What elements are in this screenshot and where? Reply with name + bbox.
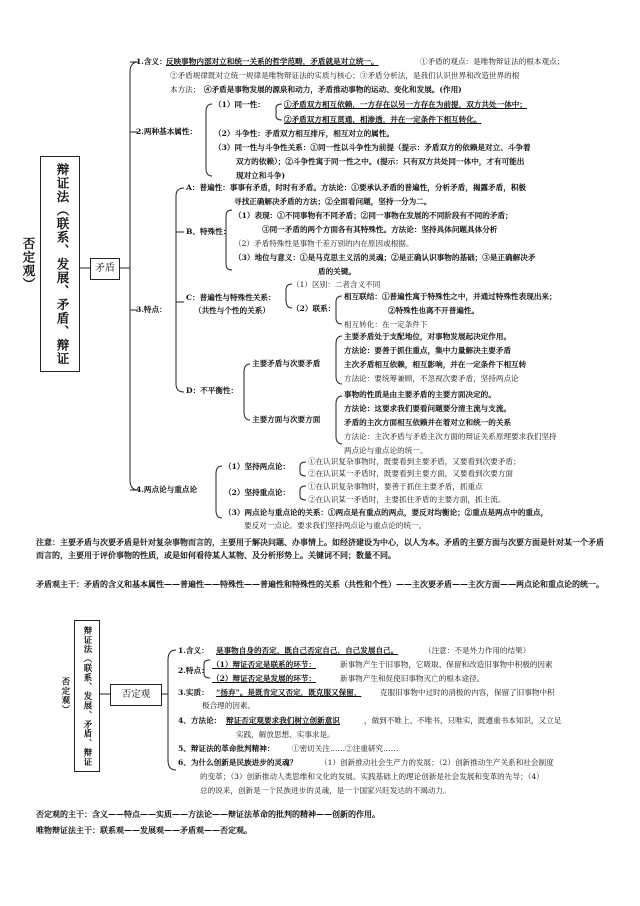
feat-c2: （共性与个性的关系） — [194, 306, 270, 315]
def-e: ④矛盾是事物发展的源泉和动力，矛盾推动事物的运动、变化和发展。(作用) — [204, 85, 462, 94]
pt-b1: ①在认识复杂事物时，要善于抓住主要矛盾，抓重点 — [308, 482, 483, 491]
def-a: 反映事物内部对立和统一关系的哲学范畴，矛盾就是对立统一。 — [166, 57, 379, 66]
pt-b: （2）坚持重点论： — [224, 488, 291, 497]
feat-num: 3.特点： — [136, 305, 167, 314]
s2-l4: 4、方法论： — [178, 716, 222, 725]
s2-l2a2: 新事物产生于旧事物，它吸取、保留和改造旧事物中积极的因素 — [340, 660, 553, 669]
footer-a: 否定观的主干：含义——特点——实质——方法论——辩证法革命的批判的精神——创新的作用。 — [36, 809, 380, 819]
s2-l3a: “扬弃”。是既肯定又否定，既克服又保留， — [216, 688, 362, 697]
s2-l4c: 实践，解放思想、实事求是。 — [236, 730, 335, 739]
root-label-2: 辩证法（联系、发展、矛盾、辩证否定观） — [61, 625, 93, 767]
attr-l2: （2）斗争性：矛盾双方相互排斥，相互对立的属性。 — [214, 129, 394, 138]
s2-l6a: （1）创新推动社会生产力的发展；（2）创新推动生产关系和社会制度 — [320, 758, 554, 767]
s2-l6b: 的变革；（3）创新推动人类思维和文化的发展。实践基础上的理论创新是社会发展和变革的先导；（4） — [200, 772, 544, 781]
feat-d1c: 主次矛盾相互依赖，相互影响，并在一定条件下相互转 — [344, 360, 527, 369]
feat-a: A：普遍性：事事有矛盾，时时有矛盾。方法论：①要承认矛盾的普遍性，分析矛盾，揭露矛盾，积极 — [186, 183, 527, 192]
pt-a2: ②在认识某一矛盾时，既要看到主要方面，又要看到次要方面 — [308, 469, 514, 478]
s2-l1a: 是事物自身的否定，既自己否定自己，自己发展自己。 — [216, 646, 399, 655]
feat-d1d: 方法论：要统筹兼顾，不忽视次要矛盾，坚持两点论 — [344, 374, 519, 383]
root-label: 辩证法（联系、发展、矛盾、辩证否定观） — [21, 162, 70, 366]
feat-b2: ③同一矛盾的两个方面各有其特殊性。方法论：坚持具体问题具体分析 — [262, 225, 498, 234]
main-trunk: 矛盾观主干：矛盾的含义和基本属性——普遍性——特殊性——普遍性和特殊性的关系（共性和个性）——主次要矛盾——主次方面——两点论和重点论的统一。 — [36, 579, 604, 589]
pt-b2: ②在认识某一矛盾时，主要抓住矛盾的主要方面，抓主流。 — [308, 495, 506, 504]
feat-b4: （3）地位与意义：①是马克思主义活的灵魂；②是正确认识事物的基础；③是正确解决矛 — [234, 253, 536, 262]
s2-l3: 3.实质： — [178, 688, 209, 697]
feat-d2a: 事物的性质是由主要矛盾的主要方面决定的。 — [344, 390, 496, 399]
feat-d2: 主要方面与次要方面 — [252, 415, 321, 424]
pt-c: （3）两点论与重点论的关系：①两点是有重点的两点，要反对均衡论；②重点是两点中的重点， — [224, 508, 549, 517]
feat-a2: 寻找正确解决矛盾的方法；②全面看问题，坚持一分为二。 — [234, 197, 432, 206]
feat-d2c: 矛盾的主次方面相互依赖并在着对立和统一的关系 — [344, 418, 512, 427]
feat-c7: 相互转化：在一定条件下 — [344, 320, 428, 329]
node-maodun: 矛盾 — [90, 258, 120, 280]
s2-l6c: 总的说来，创新是一个民族进步的灵魂，是一个国家兴旺发达的不竭动力。 — [200, 786, 451, 795]
def-c: ②矛盾规律既对立统一规律是唯物辩证法的实质与核心；③矛盾分析法，是我们认识世界和改造世界的根 — [170, 71, 520, 80]
def-b: ①矛盾的观点：是唯物辩证法的根本观点； — [420, 57, 565, 66]
s2-l4b: ，做到不唯上、不唯书、只唯实，既遵重书本知识，又立足 — [364, 716, 562, 725]
s2-l1b: （注意：不是外力作用的结果） — [424, 646, 531, 655]
feat-b: B、特殊性： — [186, 227, 231, 236]
feat-d: D：不平衡性： — [186, 386, 239, 395]
s2-l3c: 极合理的因素。 — [202, 701, 256, 710]
s2-l1: 1.含义： — [178, 646, 209, 655]
feat-b3: （2）矛盾特殊性是事物千差万别的内在原因或根据。 — [234, 239, 414, 248]
s2-l6: 6、为什么创新是民族进步的灵魂？ — [178, 758, 298, 767]
note-paragraph: 注意：主要矛盾与次要矛盾是针对复杂事物而言的，主要用于解决问题、办事情上。如经济建设为中心，以人为本。矛盾的主要方面与次要方面是针对某一个矛盾而言的，主要用于评价事物的性质，或是如何看待某人某物、及分析形势上。关键词不同；数量不同。 — [36, 537, 604, 560]
attr-l1: （1）同一性： — [214, 100, 265, 109]
s2-l2b: （2）辩证否定是发展的环节： — [212, 674, 317, 683]
attr-l3b: 双方的依赖）；②斗争性寓于同一性之中。(提示：只有双方共处同一体中，才有可能出 — [236, 157, 525, 166]
feat-c3: （1）区别：二者含义不同 — [292, 280, 381, 289]
root-box-2 — [61, 620, 100, 772]
feat-d1: 主要矛盾与次要矛盾 — [252, 359, 321, 368]
attr-l1b: ②矛盾双方相互贯通，相渗透，并在一定条件下相互转化。 — [284, 115, 482, 124]
pt-a1: ①在认识复杂事物时，既要看到主要矛盾，又要看到次要矛盾； — [308, 457, 521, 466]
attr-l3: （3）同一性与斗争性关系：①同一性以斗争性为前提（提示：矛盾双方的依赖是对立、斗争着 — [214, 143, 531, 152]
feat-d1b: 方法论：要善于抓住重点，集中力量解决主要矛盾 — [344, 346, 512, 355]
feat-d1a: 主要矛盾处于支配地位，对事物发展起决定作用。 — [344, 332, 512, 341]
s2-l3b: 克服旧事物中过时的消极的内容，保留了旧事物中积 — [380, 688, 555, 697]
attr-num: 2.两种基本属性： — [136, 127, 198, 136]
s2-l2a: （1）辩证否定是联系的环节： — [212, 660, 317, 669]
attr-l3c: 现对立和斗争) — [236, 171, 286, 180]
s2-l4a: 辩证否定观要求我们树立创新意识 — [226, 716, 340, 725]
feat-d2d: 方法论：主次矛盾与矛盾主次方面的辩证关系原理要求我们坚持 — [344, 432, 557, 441]
feat-d2e: 两点论与重点论的统一。 — [344, 446, 428, 455]
root-box — [21, 156, 80, 372]
def-d: 本方法； — [170, 85, 201, 94]
s2-l2: 2.特点： — [178, 666, 209, 675]
s2-l5a: ①密切关注……②注重研究…… — [292, 744, 399, 753]
feat-c4: （2）联系： — [292, 304, 336, 313]
pt-c2: 要反对一点论。要求我们坚持两点论与重点论的统一。 — [244, 521, 427, 530]
footer-b: 唯物辩证法主干：联系观——发展观——矛盾观——否定观。 — [36, 825, 252, 835]
def-num: 1.含义： — [136, 57, 167, 66]
feat-b5: 盾的关键。 — [318, 267, 356, 276]
attr-l1a: ①矛盾双方相互依赖，一方存在以另一方存在为前提，双方共处一体中； — [284, 100, 527, 109]
feat-c5: 相互联结：①普遍性寓于特殊性之中，并通过特殊性表现出来； — [344, 292, 557, 301]
s2-l5: 5、辩证法的革命批判精神： — [178, 744, 275, 753]
feat-b1: （1）表现：①不同事物有不同矛盾；②同一事物在发展的不同阶段有不同的矛盾； — [234, 211, 513, 220]
node-foudingguan: 否定观 — [110, 684, 162, 706]
feat-c: C：普遍性与特殊性关系： — [186, 293, 276, 302]
pt-a: （1）坚持两点论： — [224, 462, 291, 471]
pt-num: 4.两点论与重点论 — [136, 485, 198, 494]
feat-c6: ②特殊性也离不开普遍性。 — [388, 306, 480, 315]
s2-l2b2: 新事物产生和促使旧事物灭亡的根本途径。 — [340, 674, 485, 683]
feat-d2b: 方法论：这要求我们要看问题要分清主流与支流。 — [344, 404, 512, 413]
